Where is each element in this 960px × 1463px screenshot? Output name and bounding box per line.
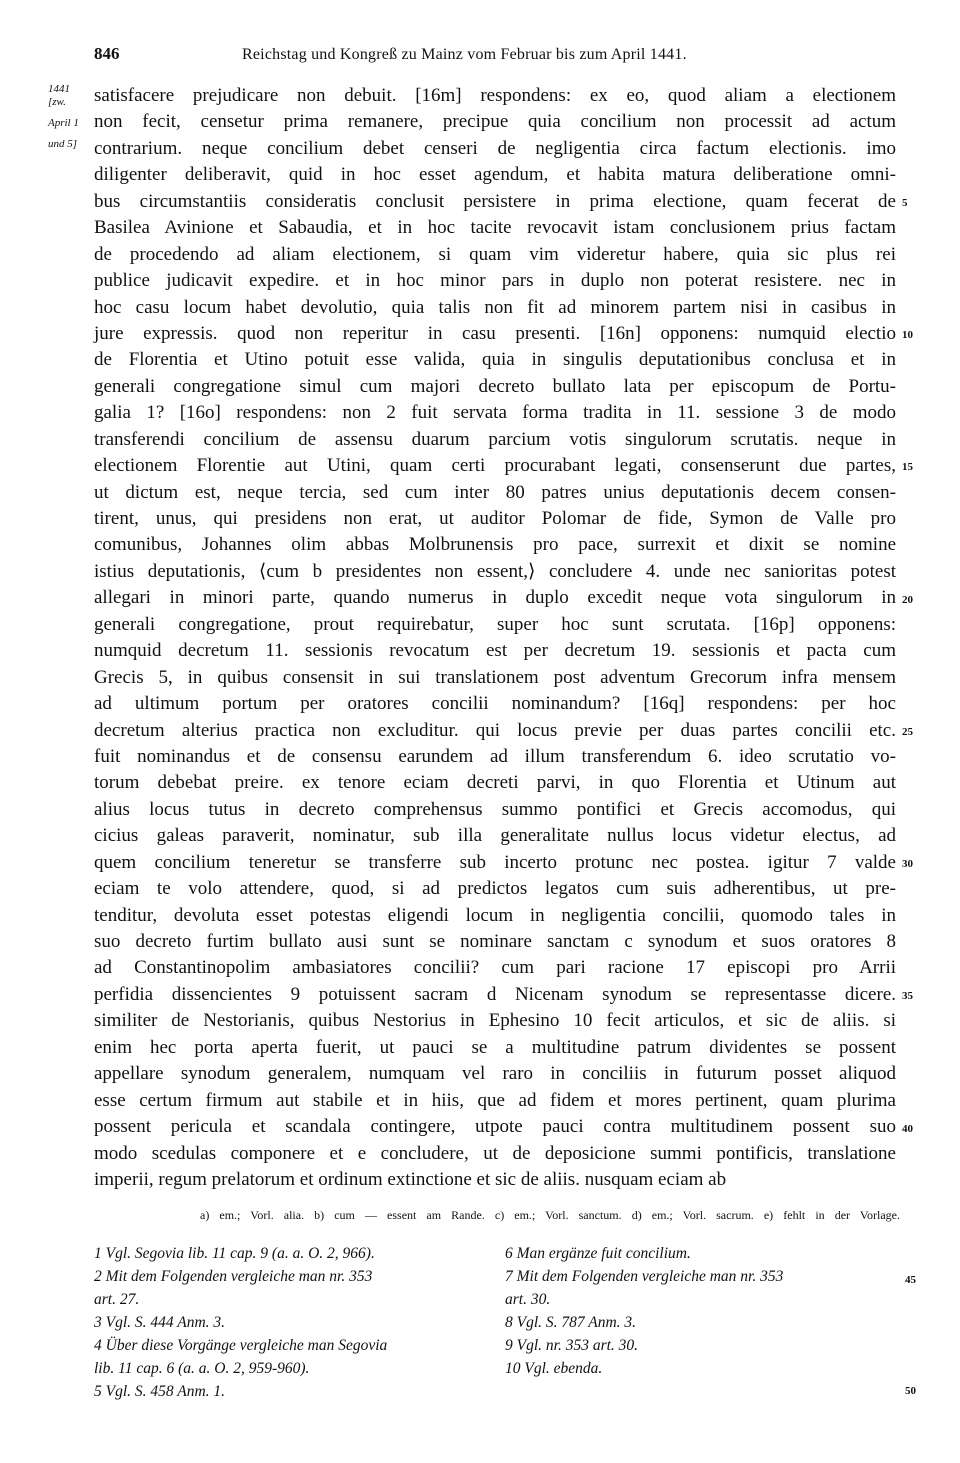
footnote-line: 2 Mit dem Folgenden vergleiche man nr. 353	[94, 1268, 373, 1285]
text-line: de Florentia et Utino potuit esse valida, quia in singulis deputationibus conclusa et in	[94, 349, 896, 371]
text-line: istius deputationis, ⟨cum b presidentes non essent,⟩ concludere 4. unde nec sanioritas potest	[94, 560, 896, 582]
text-line: decretum alterius practica non excluditur. qui locus previe per duas partes concilii etc.	[94, 719, 896, 741]
text-line: Basilea Avinione et Sabaudia, et in hoc tacite revocavit istam conclusionem prius factam	[94, 217, 896, 239]
footnote-line: 9 Vgl. nr. 353 art. 30.	[505, 1337, 639, 1354]
text-line: tirent, unus, qui presidens non erat, ut auditor Polomar de fide, Symon de Valle pro	[94, 508, 896, 529]
text-line: suo decreto furtim bullato ausi sunt se nominare sanctam c synodum et suos oratores 8	[94, 931, 896, 952]
text-line: perfidia dissencientes 9 potuissent sacram d Nicenam synodum se representasse dicere.	[94, 983, 896, 1005]
critical-apparatus: a) em.; Vorl. alia. b) cum — essent am Rande. c) em.; Vorl. sanctum. d) em.; Vorl. sacrum. e) fehlt in der Vorlage.	[200, 1208, 900, 1222]
margin-line-number: 10	[902, 329, 913, 342]
footnote-line: 7 Mit dem Folgenden vergleiche man nr. 353	[505, 1268, 784, 1285]
footnote-line: 4 Über diese Vorgänge vergleiche man Segovia	[94, 1337, 388, 1354]
margin-date-line: und 5]	[48, 138, 78, 150]
text-line: galia 1? [16o] respondens: non 2 fuit servata forma tradita in 11. sessione 3 de modo	[94, 402, 896, 424]
text-line: diligenter deliberavit, quid in hoc esset agendum, et habita matura deliberatione omni-	[94, 164, 896, 186]
margin-date-line: April 1	[48, 117, 79, 129]
text-line: tenditur, devoluta esset potestas eligendi locum in negligentia concilii, quomodo tales in	[94, 904, 896, 926]
margin-date-line: [zw.	[48, 96, 66, 108]
text-line: hoc casu locum habet devolutio, quia talis non fit ad minorem partem nisi in casibus in	[94, 296, 896, 318]
margin-line-number: 25	[902, 725, 913, 738]
text-line: contrarium. neque concilium debet censeri de negligentia circa factum electionis. imo	[94, 137, 896, 159]
text-line: modo scedulas componere et e concludere, ut de deposicione summi pontificis, translatione	[94, 1142, 896, 1164]
text-line: torum debebat preire. ex tenore eciam decreti parvi, in quo Florentia et Utinum aut	[94, 772, 896, 794]
text-line: similiter de Nestorianis, quibus Nestorius in Ephesino 10 fecit articulos, et sic de aliis. si	[94, 1010, 896, 1032]
text-line: appellare synodum generalem, numquam vel raro in conciliis in futurum posset aliquod	[94, 1063, 896, 1085]
text-line: publice judicavit expedire. et in hoc minor pars in duplo non poterat resistere. nec in	[94, 270, 896, 292]
margin-date-line: 1441	[48, 83, 70, 95]
text-line: ad ultimum portum per oratores concilii nominandum? [16q] respondens: per hoc	[94, 693, 896, 715]
page-number: 846	[94, 44, 120, 63]
text-line: transferendi concilium de assensu duarum parcium votis singulorum scrutatis. neque in	[94, 428, 896, 450]
text-line: fuit nominandus et de consensu earundem ad illum transferendum 6. ideo scrutatio vo-	[94, 745, 896, 767]
footnote-line: art. 30.	[505, 1291, 551, 1308]
text-line: enim hec porta aperta fuerit, ut pauci se a multitudine patrum dividentes se possent	[94, 1036, 896, 1058]
footnotes-left-column	[94, 1242, 489, 1403]
margin-line-number: 15	[902, 461, 913, 474]
main-text	[94, 83, 896, 1193]
text-line: numquid decretum 11. sessionis revocatum est per decretum 19. sessionis et pacta cum	[94, 640, 896, 662]
footnote-line-number: 50	[905, 1385, 916, 1397]
footnote-line: lib. 11 cap. 6 (a. a. O. 2, 959-960).	[94, 1360, 310, 1377]
footnote-line: 1 Vgl. Segovia lib. 11 cap. 9 (a. a. O. 2, 966).	[94, 1245, 375, 1262]
text-line: cicius galeas paraverit, nominatur, sub illa generalitate nullus locus videtur electus, ad	[94, 825, 896, 847]
margin-line-number: 20	[902, 593, 913, 606]
text-line: allegari in minori parte, quando numerus in duplo excedit neque vota singulorum in	[94, 587, 896, 609]
text-line: ut dictum est, neque tercia, sed cum inter 80 patres unius deputationis decem consen-	[94, 481, 896, 503]
text-line: electionem Florentie aut Utini, quam certi procurabant legati, consenserunt due partes,	[94, 455, 896, 477]
footnote-line: 10 Vgl. ebenda.	[505, 1360, 603, 1377]
text-line: bus circumstantiis consideratis conclusit persistere in prima electione, quam fecerat de	[94, 190, 896, 212]
footnote-line: 5 Vgl. S. 458 Anm. 1.	[94, 1383, 226, 1400]
margin-date-note	[48, 79, 94, 155]
text-line: comunibus, Johannes olim abbas Molbrunensis pro pace, surrexit et dixit se nomine	[94, 534, 896, 556]
margin-line-number: 30	[902, 858, 913, 871]
footnote-line: art. 27.	[94, 1291, 140, 1308]
text-line: jure expressis. quod non reperitur in casu presenti. [16n] opponens: numquid electio	[94, 322, 896, 344]
running-head: Reichstag und Kongreß zu Mainz vom Februar bis zum April 1441.	[242, 46, 687, 63]
footnote-line: 3 Vgl. S. 444 Anm. 3.	[94, 1314, 226, 1331]
text-line: alius locus tutus in decreto comprehensus summo pontifici et Grecis accomodus, qui	[94, 798, 896, 820]
footnote-line: 8 Vgl. S. 787 Anm. 3.	[505, 1314, 637, 1331]
text-line: satisfacere prejudicare non debuit. [16m] respondens: ex eo, quod aliam a electionem	[94, 85, 896, 106]
margin-line-number: 5	[902, 196, 908, 209]
text-line: quem concilium teneretur se transferre sub incerto protunc nec postea. igitur 7 valde	[94, 851, 896, 873]
text-line: ad Constantinopolim ambasiatores concilii? cum pari racione 17 episcopi pro Arrii	[94, 957, 896, 979]
text-line: possent pericula et scandala contingere, utpote pauci contra multitudinem possent suo	[94, 1116, 896, 1138]
footnotes-right-column	[505, 1242, 900, 1380]
text-line: de procedendo ad aliam electionem, si quam vim videretur habere, quia sic plus rei	[94, 243, 896, 265]
text-line: esse certum firmum aut stabile et in hiis, que ad fidem et mores pertinent, quam plurima	[94, 1089, 896, 1111]
text-line: eciam te volo attendere, quod, si ad predictos legatos cum suis adherentibus, ut pre-	[94, 878, 896, 900]
text-line: non fecit, censetur prima remanere, precipue quia concilium non processit ad actum	[94, 111, 896, 133]
text-line: Grecis 5, in quibus consensit in sui translationem post adventum Grecorum infra mensem	[94, 666, 896, 688]
text-line: generali congregatione, prout requirebatur, super hoc sunt scrutata. [16p] opponens:	[94, 613, 896, 635]
footnote-line-number: 45	[905, 1274, 916, 1286]
footnote-line: 6 Man ergänze fuit concilium.	[505, 1245, 691, 1262]
margin-line-number: 40	[902, 1122, 913, 1135]
text-line: imperii, regum prelatorum et ordinum extinctione et sic de aliis. nusquam eciam ab	[94, 1168, 727, 1190]
margin-line-number: 35	[902, 990, 913, 1003]
text-line: generali congregatione simul cum majori decreto bullato lata per episcopum de Portu-	[94, 375, 896, 397]
